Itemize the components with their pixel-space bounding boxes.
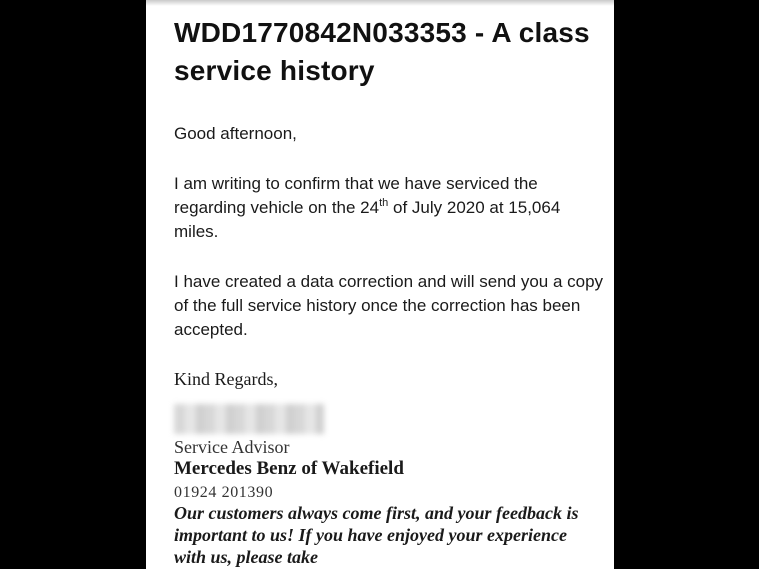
redacted-sender-name [174, 404, 324, 434]
signature-phone: 01924 201390 [174, 484, 274, 501]
data-correction-paragraph: I have created a data correction and will send you a copy of the full service history once the correction has been accepted. [174, 272, 604, 339]
top-edge-shadow [146, 0, 614, 6]
paragraph-text-part: I am writing to confirm that we have serviced the regarding vehicle on the 24 [174, 174, 538, 217]
service-confirmation-paragraph [174, 172, 604, 244]
email-greeting: Good afternoon, [174, 124, 297, 143]
email-subject: WDD1770842N033353 - A class service history [174, 17, 590, 86]
email-message [146, 0, 614, 569]
email-signoff: Kind Regards, [174, 369, 278, 389]
signature-closing-note: Our customers always come first, and your feedback is important to us! If you have enjoyed your experience with us, please take [174, 503, 579, 567]
paragraph-text-part: of July 2020 at 15,064 miles. [174, 198, 561, 241]
signature-dealer-name: Mercedes Benz of Wakefield [174, 458, 404, 479]
ordinal-suffix: th [379, 197, 389, 209]
signature-role: Service Advisor [174, 437, 290, 457]
